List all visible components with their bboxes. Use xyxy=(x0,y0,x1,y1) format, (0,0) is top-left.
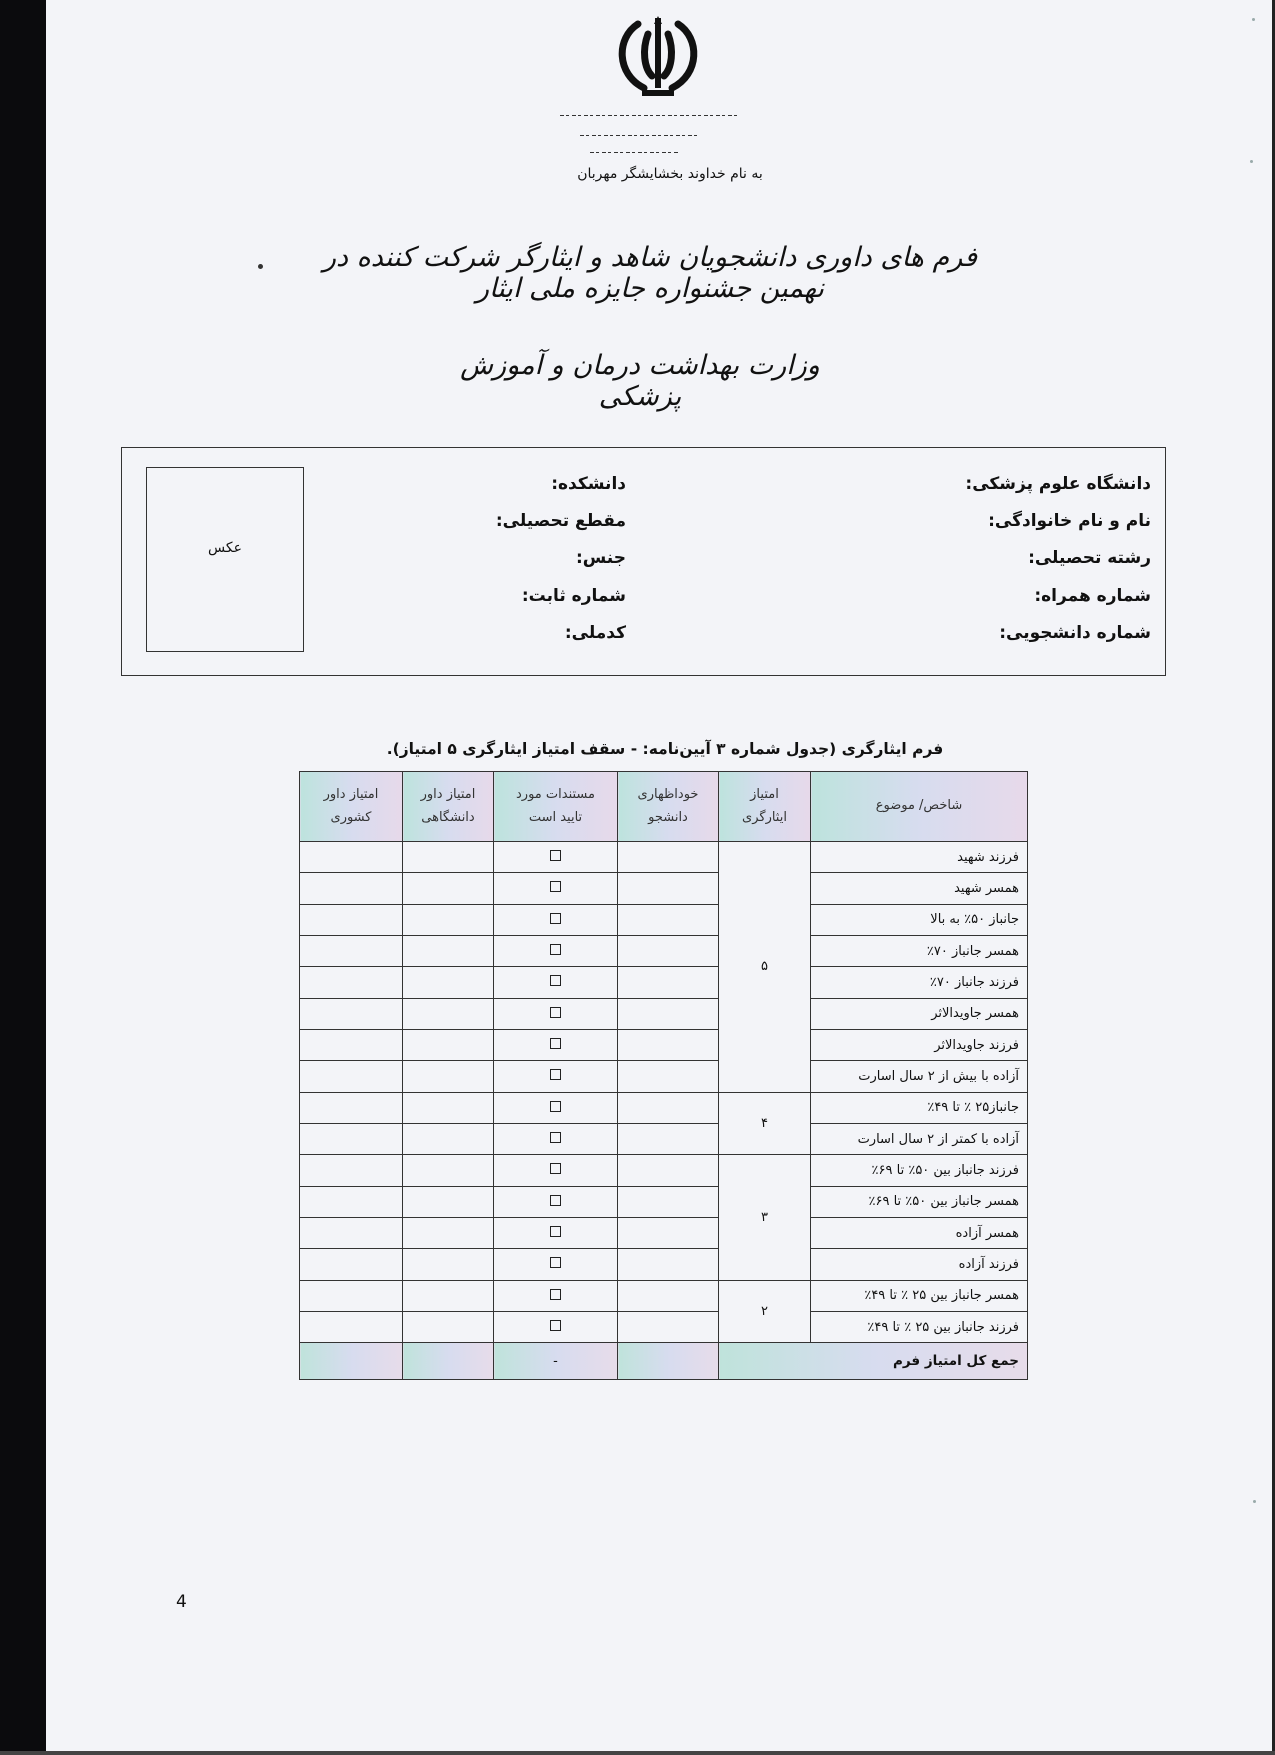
uni-referee-cell[interactable] xyxy=(403,904,494,935)
total-uni-referee-cell[interactable] xyxy=(403,1343,494,1380)
page-title: فرم های داوری دانشجویان شاهد و ایثارگر شرکت کننده در نهمین جشنواره جایزه ملی ایثار xyxy=(322,242,978,304)
uni-referee-cell[interactable] xyxy=(403,1311,494,1342)
table-row xyxy=(300,1280,1028,1311)
self-declaration-cell[interactable] xyxy=(618,873,719,904)
deputy-line-script xyxy=(580,134,700,138)
table-title: فرم ایثارگری (جدول شماره ۳ آیین‌نامه: - سقف امتیاز ایثارگری ۵ امتیاز). xyxy=(386,740,944,758)
student-number-label: شماره دانشجویی: xyxy=(999,623,1151,643)
table-row xyxy=(300,1123,1028,1154)
national-referee-cell[interactable] xyxy=(300,1217,403,1248)
documents-cell xyxy=(494,842,618,873)
total-self-declaration-cell[interactable] xyxy=(618,1343,719,1380)
table-row xyxy=(300,1217,1028,1248)
uni-referee-cell[interactable] xyxy=(403,1217,494,1248)
documents-cell xyxy=(494,1029,618,1060)
ministry-logo-text xyxy=(560,104,740,162)
national-referee-cell[interactable] xyxy=(300,873,403,904)
scan-bottom-edge xyxy=(0,1751,1275,1755)
scan-speck xyxy=(1250,160,1253,163)
document-checkbox[interactable] xyxy=(550,1132,561,1143)
national-referee-cell[interactable] xyxy=(300,967,403,998)
document-checkbox[interactable] xyxy=(550,850,561,861)
table-row xyxy=(300,1061,1028,1092)
table-row xyxy=(300,967,1028,998)
national-referee-cell[interactable] xyxy=(300,842,403,873)
faculty-label: دانشکده: xyxy=(551,474,626,494)
self-declaration-cell[interactable] xyxy=(618,1311,719,1342)
table-row xyxy=(300,873,1028,904)
col-uni-referee: امتیاز داور دانشگاهی xyxy=(403,772,494,842)
uni-referee-cell[interactable] xyxy=(403,1092,494,1123)
documents-cell xyxy=(494,1280,618,1311)
documents-cell xyxy=(494,1249,618,1280)
topic-label: همسر جانباز بین ۲۵ ٪ تا ۴۹٪ xyxy=(811,1280,1028,1311)
documents-cell xyxy=(494,967,618,998)
sacrifice-score-table xyxy=(299,771,1028,1380)
mobile-label: شماره همراه: xyxy=(1034,586,1151,606)
bullet-dot xyxy=(258,264,263,269)
national-referee-cell[interactable] xyxy=(300,1249,403,1280)
topic-label: فرزند جانباز بین ۵۰٪ تا ۶۹٪ xyxy=(811,1155,1028,1186)
table-row xyxy=(300,1249,1028,1280)
document-checkbox[interactable] xyxy=(550,1257,561,1268)
uni-referee-cell[interactable] xyxy=(403,1061,494,1092)
table-row xyxy=(300,1311,1028,1342)
documents-cell xyxy=(494,1155,618,1186)
document-checkbox[interactable] xyxy=(550,1289,561,1300)
self-declaration-cell[interactable] xyxy=(618,842,719,873)
document-checkbox[interactable] xyxy=(550,1007,561,1018)
total-row xyxy=(300,1343,1028,1380)
uni-referee-cell[interactable] xyxy=(403,935,494,966)
uni-referee-cell[interactable] xyxy=(403,1123,494,1154)
uni-referee-cell[interactable] xyxy=(403,967,494,998)
topic-label: جانباز ۵۰٪ به بالا xyxy=(811,904,1028,935)
self-declaration-cell[interactable] xyxy=(618,1123,719,1154)
scan-speck xyxy=(1252,18,1255,21)
total-label: جمع کل امتیاز فرم xyxy=(719,1343,1028,1380)
col-topic: شاخص/ موضوع xyxy=(811,772,1028,842)
deputy-line-script-2 xyxy=(590,151,680,155)
document-checkbox[interactable] xyxy=(550,1163,561,1174)
national-referee-cell[interactable] xyxy=(300,1186,403,1217)
iran-emblem-icon xyxy=(612,16,704,102)
self-declaration-cell[interactable] xyxy=(618,1217,719,1248)
table-header-row xyxy=(300,772,1028,842)
page-number: 4 xyxy=(176,1592,187,1612)
landline-label: شماره ثابت: xyxy=(521,586,626,606)
national-referee-cell[interactable] xyxy=(300,904,403,935)
self-declaration-cell[interactable] xyxy=(618,935,719,966)
national-referee-cell[interactable] xyxy=(300,1123,403,1154)
uni-referee-cell[interactable] xyxy=(403,998,494,1029)
documents-cell xyxy=(494,1092,618,1123)
scan-speck xyxy=(1253,1500,1256,1503)
national-referee-cell[interactable] xyxy=(300,935,403,966)
uni-referee-cell[interactable] xyxy=(403,1249,494,1280)
national-referee-cell[interactable] xyxy=(300,1029,403,1060)
documents-cell xyxy=(494,935,618,966)
table-row xyxy=(300,842,1028,873)
scan-left-edge xyxy=(0,0,46,1755)
col-self-declaration: خوداظهاری دانشجو xyxy=(618,772,719,842)
national-referee-cell[interactable] xyxy=(300,1280,403,1311)
uni-referee-cell[interactable] xyxy=(403,1186,494,1217)
self-declaration-cell[interactable] xyxy=(618,967,719,998)
topic-label: همسر جانباز بین ۵۰٪ تا ۶۹٪ xyxy=(811,1186,1028,1217)
document-checkbox[interactable] xyxy=(550,1038,561,1049)
national-referee-cell[interactable] xyxy=(300,1061,403,1092)
table-row xyxy=(300,1155,1028,1186)
col-national-referee: امتیاز داور کشوری xyxy=(300,772,403,842)
sacrifice-score-cell: ۵ xyxy=(719,842,811,1093)
document-checkbox[interactable] xyxy=(550,913,561,924)
topic-label: فرزند جاویدالاثر xyxy=(811,1029,1028,1060)
self-declaration-cell[interactable] xyxy=(618,1186,719,1217)
sacrifice-score-cell: ۲ xyxy=(719,1280,811,1343)
topic-label: همسر شهید xyxy=(811,873,1028,904)
topic-label: فرزند آزاده xyxy=(811,1249,1028,1280)
table-row xyxy=(300,1092,1028,1123)
col-sacrifice-score: امتیاز ایثارگری xyxy=(719,772,811,842)
documents-cell xyxy=(494,1186,618,1217)
document-checkbox[interactable] xyxy=(550,1101,561,1112)
self-declaration-cell[interactable] xyxy=(618,1092,719,1123)
table-row xyxy=(300,935,1028,966)
basmala: به نام خداوند بخشایشگر مهربان xyxy=(577,166,763,182)
self-declaration-cell[interactable] xyxy=(618,1029,719,1060)
self-declaration-cell[interactable] xyxy=(618,904,719,935)
national-referee-cell[interactable] xyxy=(300,1311,403,1342)
full-name-label: نام و نام خانوادگی: xyxy=(988,511,1151,531)
topic-label: همسر آزاده xyxy=(811,1217,1028,1248)
documents-cell xyxy=(494,998,618,1029)
gender-label: جنس: xyxy=(575,548,626,568)
table-row xyxy=(300,1029,1028,1060)
self-declaration-cell[interactable] xyxy=(618,1061,719,1092)
photo-label: عکس xyxy=(208,540,242,556)
uni-referee-cell[interactable] xyxy=(403,873,494,904)
document-checkbox[interactable] xyxy=(550,944,561,955)
topic-label: فرزند جانباز ۷۰٪ xyxy=(811,967,1028,998)
self-declaration-cell[interactable] xyxy=(618,1249,719,1280)
sacrifice-score-cell: ۳ xyxy=(719,1155,811,1280)
total-national-referee-cell[interactable] xyxy=(300,1343,403,1380)
document-checkbox[interactable] xyxy=(550,1069,561,1080)
documents-cell xyxy=(494,1061,618,1092)
university-label: دانشگاه علوم پزشکی: xyxy=(965,474,1151,494)
documents-cell xyxy=(494,904,618,935)
uni-referee-cell[interactable] xyxy=(403,1029,494,1060)
uni-referee-cell[interactable] xyxy=(403,842,494,873)
self-declaration-cell[interactable] xyxy=(618,998,719,1029)
documents-cell xyxy=(494,873,618,904)
documents-cell xyxy=(494,1217,618,1248)
page-subtitle: وزارت بهداشت درمان و آموزش پزشکی xyxy=(460,350,820,412)
national-referee-cell[interactable] xyxy=(300,1155,403,1186)
topic-label: جانباز۲۵ ٪ تا ۴۹٪ xyxy=(811,1092,1028,1123)
documents-cell xyxy=(494,1311,618,1342)
topic-label: همسر جانباز ۷۰٪ xyxy=(811,935,1028,966)
document-checkbox[interactable] xyxy=(550,975,561,986)
table-row xyxy=(300,1186,1028,1217)
national-referee-cell[interactable] xyxy=(300,998,403,1029)
field-of-study-label: رشته تحصیلی: xyxy=(1028,548,1151,568)
uni-referee-cell[interactable] xyxy=(403,1155,494,1186)
document-checkbox[interactable] xyxy=(550,881,561,892)
topic-label: فرزند شهید xyxy=(811,842,1028,873)
self-declaration-cell[interactable] xyxy=(618,1155,719,1186)
self-declaration-cell[interactable] xyxy=(618,1280,719,1311)
document-checkbox[interactable] xyxy=(550,1226,561,1237)
col-documents: مستندات مورد تایید است xyxy=(494,772,618,842)
degree-label: مقطع تحصیلی: xyxy=(495,511,626,531)
ministry-line-script xyxy=(560,114,740,118)
topic-label: آزاده با بیش از ۲ سال اسارت xyxy=(811,1061,1028,1092)
uni-referee-cell[interactable] xyxy=(403,1280,494,1311)
document-checkbox[interactable] xyxy=(550,1320,561,1331)
table-row xyxy=(300,904,1028,935)
document-checkbox[interactable] xyxy=(550,1195,561,1206)
sacrifice-score-cell: ۴ xyxy=(719,1092,811,1155)
documents-cell xyxy=(494,1123,618,1154)
national-referee-cell[interactable] xyxy=(300,1092,403,1123)
national-id-label: کدملی: xyxy=(564,623,626,643)
topic-label: آزاده با کمتر از ۲ سال اسارت xyxy=(811,1123,1028,1154)
total-documents-cell: - xyxy=(494,1343,618,1380)
topic-label: همسر جاویدالاثر xyxy=(811,998,1028,1029)
topic-label: فرزند جانباز بین ۲۵ ٪ تا ۴۹٪ xyxy=(811,1311,1028,1342)
table-row xyxy=(300,998,1028,1029)
photo-box[interactable] xyxy=(146,467,304,652)
